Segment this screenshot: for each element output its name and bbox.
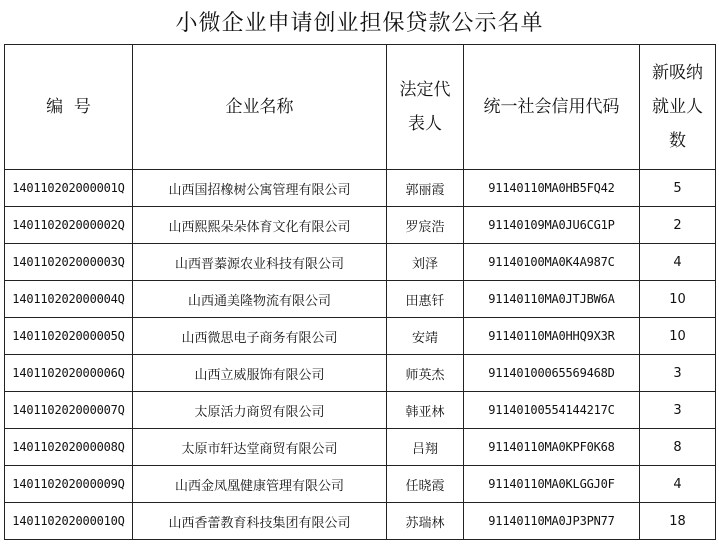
cell-legal-rep: 郭丽霞 [387,170,464,207]
cell-new-employees: 10 [640,281,716,318]
cell-id: 140110202000005Q [5,318,133,355]
cell-id: 140110202000010Q [5,503,133,540]
cell-company: 太原市轩达堂商贸有限公司 [133,429,387,466]
cell-company: 山西熙熙朵朵体育文化有限公司 [133,207,387,244]
cell-credit-code: 91140100MA0K4A987C [464,244,640,281]
cell-legal-rep: 苏瑞林 [387,503,464,540]
cell-legal-rep: 罗宸浩 [387,207,464,244]
table-row [5,207,716,244]
table-row [5,429,716,466]
cell-credit-code: 91140100554144217C [464,392,640,429]
table-row [5,318,716,355]
cell-company: 山西晋蓁源农业科技有限公司 [133,244,387,281]
cell-credit-code: 91140100065569468D [464,355,640,392]
loan-list-table [4,44,716,540]
cell-legal-rep: 安靖 [387,318,464,355]
table-header [5,45,716,170]
header-new-employees-line2: 就业人 [652,97,703,117]
table-row [5,392,716,429]
cell-legal-rep: 田惠钎 [387,281,464,318]
cell-id: 140110202000001Q [5,170,133,207]
cell-id: 140110202000008Q [5,429,133,466]
cell-legal-rep: 任晓霞 [387,466,464,503]
cell-company: 山西立威服饰有限公司 [133,355,387,392]
cell-new-employees: 4 [640,244,716,281]
cell-id: 140110202000002Q [5,207,133,244]
cell-new-employees: 3 [640,355,716,392]
cell-company: 山西微思电子商务有限公司 [133,318,387,355]
table-row [5,503,716,540]
cell-credit-code: 91140110MA0KLGGJ0F [464,466,640,503]
header-legal-rep-line2: 表人 [408,114,442,134]
header-credit-code [464,45,640,170]
header-row [5,45,716,170]
cell-new-employees: 3 [640,392,716,429]
header-company [133,45,387,170]
cell-id: 140110202000007Q [5,392,133,429]
cell-legal-rep: 师英杰 [387,355,464,392]
table-row [5,244,716,281]
cell-credit-code: 91140110MA0JP3PN77 [464,503,640,540]
cell-new-employees: 2 [640,207,716,244]
cell-new-employees: 4 [640,466,716,503]
cell-legal-rep: 吕翔 [387,429,464,466]
cell-legal-rep: 刘泽 [387,244,464,281]
document-title: 小微企业申请创业担保贷款公示名单 [175,11,544,36]
cell-new-employees: 8 [640,429,716,466]
cell-credit-code: 91140110MA0KPF0K68 [464,429,640,466]
cell-id: 140110202000006Q [5,355,133,392]
table-body [5,170,716,540]
cell-company: 山西国招橡树公寓管理有限公司 [133,170,387,207]
cell-credit-code: 91140110MA0HHQ9X3R [464,318,640,355]
header-new-employees [640,45,716,170]
cell-company: 太原活力商贸有限公司 [133,392,387,429]
cell-company: 山西通美隆物流有限公司 [133,281,387,318]
cell-credit-code: 91140110MA0JTJBW6A [464,281,640,318]
table-row [5,466,716,503]
cell-new-employees: 5 [640,170,716,207]
cell-id: 140110202000004Q [5,281,133,318]
cell-credit-code: 91140110MA0HB5FQ42 [464,170,640,207]
cell-legal-rep: 韩亚林 [387,392,464,429]
cell-id: 140110202000009Q [5,466,133,503]
header-company-label: 企业名称 [225,97,294,117]
table-row [5,170,716,207]
header-legal-rep-line1: 法定代 [399,80,451,100]
cell-credit-code: 91140109MA0JU6CG1P [464,207,640,244]
header-legal-rep [387,45,464,170]
cell-new-employees: 18 [640,503,716,540]
cell-id: 140110202000003Q [5,244,133,281]
cell-new-employees: 10 [640,318,716,355]
header-id-label: 编 号 [46,97,91,117]
table-row [5,355,716,392]
table-row [5,281,716,318]
cell-company: 山西金凤凰健康管理有限公司 [133,466,387,503]
header-new-employees-line1: 新吸纳 [652,63,703,83]
header-new-employees-line3: 数 [669,131,686,151]
header-id [5,45,133,170]
cell-company: 山西香蕾教育科技集团有限公司 [133,503,387,540]
header-credit-code-label: 统一社会信用代码 [483,97,620,117]
